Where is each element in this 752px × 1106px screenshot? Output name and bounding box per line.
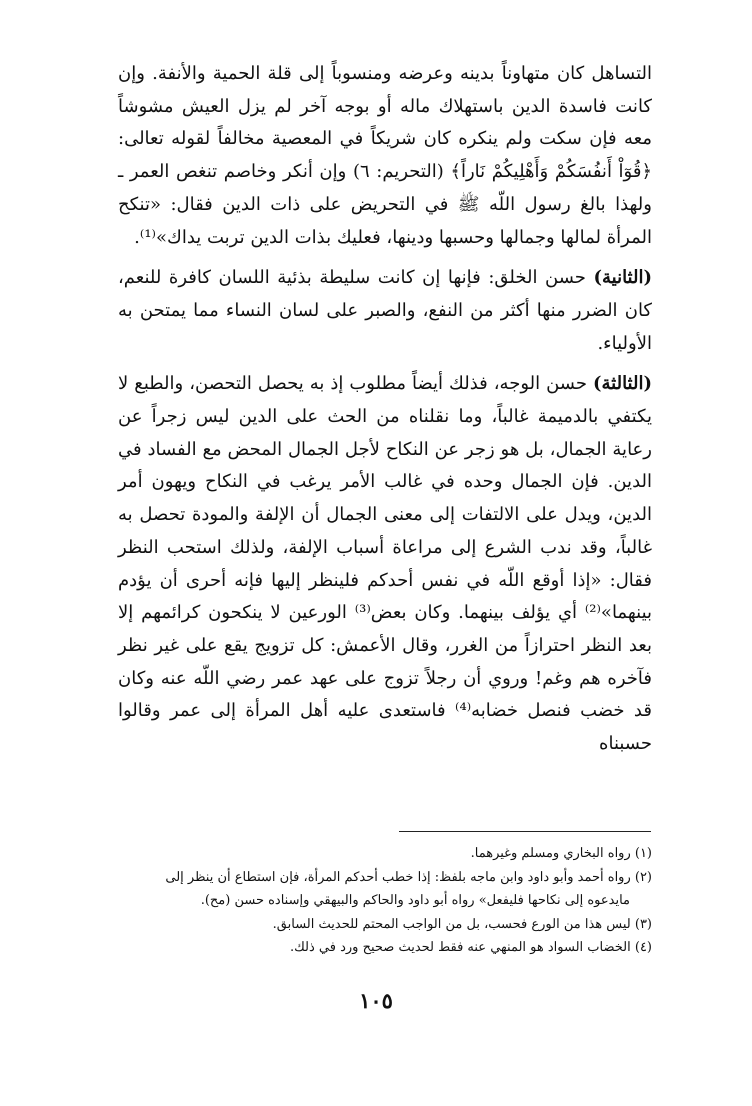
footnote-3: (٣) ليس هذا من الورع فحسب، بل من الواجب المحتم للحديث السابق. — [272, 916, 652, 932]
paragraph-text: حسن الوجه، فذلك أيضاً مطلوب إذ به يحصل التحصن، والطبع لا يكتفي بالدميمة غالباً، وما نقلناه من الحث على الدين ليس زجراً عن رعاية الجمال، بل هو زجر عن النكاح لأجل الجمال المحض مع الفساد في الدين. فإن الجمال وحده في غالب الأمر يرغب في النكاح ويهون أمر الدين، ويدل على الالتفات إلى معنى الجمال أن الإلفة والمودة تحصل به غالباً، وقد ندب الشرع إلى مراعاة أسباب الإلفة، ولذلك استحب النظر فقال: «إذا أوقع اللّه في نفس أحدكم فلينظر إليها فإنه أحرى أن يؤدم بينهما»⁽²⁾ أي يؤلف بينهما. وكان بعض⁽³⁾ الورعين لا ينكحون كرائمهم إلا بعد النظر احترازاً من الغرر، وقال الأعمش: كل تزويج يقع على غير نظر فآخره هم وغم! وروي أن رجلاً تزوج على عهد عمر رضي اللّه عنه وكان قد خضب فنصل خضابه⁽⁴⁾ فاستعدى عليه أهل المرأة إلى عمر وقالوا حسبناه — [118, 373, 653, 755]
footnote-separator — [399, 831, 651, 832]
paragraph-lead: (الثانية) — [593, 267, 652, 289]
footnote-1: (١) رواه البخاري ومسلم وغيرهما. — [470, 846, 652, 861]
paragraph-lead: (الثالثة) — [592, 373, 652, 395]
footnote-2: (٢) رواه أحمد وأبو داود وابن ماجه بلفظ: إذا خطب أحدكم المرأة، فإن استطاع أن ينظر إلى — [165, 869, 652, 885]
page-number: ١٠٥ — [359, 988, 393, 1013]
paragraph-1 — [118, 58, 652, 254]
paragraph-text: حسن الخلق: فإنها إن كانت سليطة بذئية اللسان كافرة للنعم، كان الضرر منها أكثر من النفع، والصبر على لسان النساء مما يمتحن به الأولياء. — [118, 267, 652, 354]
paragraph-3 — [118, 368, 652, 760]
footnote-2-continuation: مايدعوه إلى نكاحها فليفعل» رواه أبو داود والحاكم والبيهقي وإسناده حسن (مح). — [200, 893, 630, 908]
paragraph-2 — [118, 262, 652, 360]
paragraph-text: التساهل كان متهاوناً بدينه وعرضه ومنسوباً إلى قلة الحمية والأنفة. وإن كانت فاسدة الدين باستهلاك ماله أو بوجه آخر لم يزل العيش مشوشاً معه فإن سكت ولم ينكره كان شريكاً في المعصية مخالفاً لقوله تعالى: ﴿قُوٓاْ أَنفُسَكُمْ وَأَهْلِيكُمْ نَاراً﴾ (التحريم: ٦) وإن أنكر وخاصم تنغص العمر ـ ولهذا بالغ رسول اللّه ﷺ في التحريض على ذات الدين فقال: «تنكح المرأة لمالها وجمالها وحسبها ودينها، فعليك بذات الدين تربت يداك»⁽¹⁾. — [118, 63, 653, 248]
footnote-4: (٤) الخضاب السواد هو المنهي عنه فقط لحديث صحيح ورد في ذلك. — [289, 940, 652, 955]
footnotes — [118, 842, 652, 960]
main-text — [118, 58, 652, 761]
